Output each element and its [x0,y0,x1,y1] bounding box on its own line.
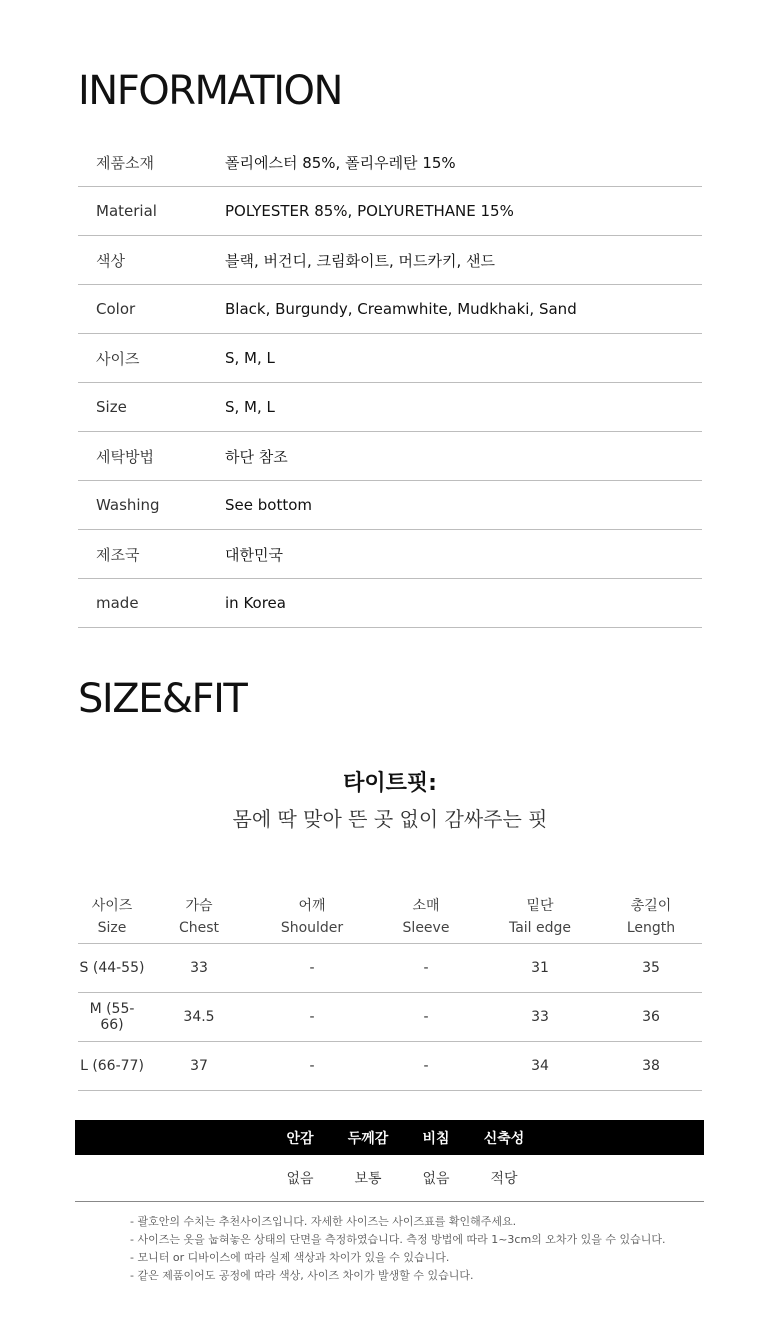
header-ko: 어깨 [298,897,326,914]
feature-value-stretch: 적당 [490,1171,518,1187]
cell-length: 36 [642,1009,660,1025]
cell-length: 35 [642,960,660,976]
info-value: Black, Burgundy, Creamwhite, Mudkhaki, Sand [225,300,577,318]
info-label: made [96,594,139,612]
cell-chest: 37 [190,1058,208,1074]
information-table [78,138,702,628]
info-value: 하단 참조 [225,447,288,466]
header-shoulder [252,895,372,939]
info-row [78,481,702,530]
note-item: - 괄호안의 수치는 추천사이즈입니다. 자세한 사이즈는 사이즈표를 확인해주세요. [130,1215,517,1228]
info-label: Washing [96,496,160,514]
info-row [78,530,702,579]
info-value: POLYESTER 85%, POLYURETHANE 15% [225,202,514,220]
info-label: 색상 [96,251,125,270]
info-row [78,432,702,481]
table-row [78,993,702,1042]
header-ko: 가슴 [185,897,213,914]
fit-type-description: 몸에 딱 맞아 뜬 곳 없이 감싸주는 핏 [232,807,548,831]
cell-size: S (44-55) [79,960,145,976]
cell-shoulder: - [309,1009,315,1025]
info-label: 사이즈 [96,349,140,368]
info-row [78,334,702,383]
cell-shoulder: - [309,960,315,976]
info-row [78,138,702,187]
feature-value-sheerness: 없음 [422,1171,450,1187]
feature-label-stretch: 신축성 [483,1130,525,1147]
info-label: Material [96,202,157,220]
table-row [78,944,702,993]
fit-type-title: 타이트핏: [343,771,437,796]
info-label: 제품소재 [96,153,154,172]
info-row [78,579,702,628]
size-fit-title: SIZE&FIT [78,676,247,722]
header-length [600,895,702,939]
cell-shoulder: - [309,1058,315,1074]
info-value: See bottom [225,496,312,514]
feature-value-lining: 없음 [286,1171,314,1187]
header-en: Sleeve [402,919,450,936]
feature-label-sheerness: 비침 [422,1130,450,1147]
header-size [78,895,146,939]
header-ko: 소매 [412,897,440,914]
information-title: INFORMATION [78,68,342,114]
feature-label-thickness: 두께감 [347,1130,389,1147]
cell-length: 38 [642,1058,660,1074]
info-row [78,187,702,236]
notes-list [130,1213,730,1285]
note-item: - 같은 제품이어도 공정에 따라 색상, 사이즈 차이가 발생할 수 있습니다. [130,1269,474,1282]
cell-size: M (55-66) [89,1001,135,1033]
fit-description-block [0,766,780,832]
info-value: S, M, L [225,349,275,367]
header-ko: 사이즈 [91,897,133,914]
note-item: - 모니터 or 디바이스에 따라 실제 색상과 차이가 있을 수 있습니다. [130,1251,450,1264]
info-row [78,285,702,334]
cell-sleeve: - [423,960,429,976]
feature-label-lining: 안감 [286,1130,314,1147]
table-row [78,1042,702,1091]
header-chest [146,895,252,939]
cell-tail-edge: 34 [531,1058,549,1074]
header-en: Tail edge [508,919,572,936]
size-table-header [78,890,702,944]
size-table [78,890,702,1091]
info-label: 세탁방법 [96,447,154,466]
info-row [78,236,702,285]
feature-value-thickness: 보통 [354,1171,382,1187]
info-value: 블랙, 버건디, 크림화이트, 머드카키, 샌드 [225,251,495,270]
header-en: Shoulder [280,919,344,936]
info-value: 폴리에스터 85%, 폴리우레탄 15% [225,153,456,172]
cell-tail-edge: 33 [531,1009,549,1025]
header-en: Chest [178,919,220,936]
cell-sleeve: - [423,1009,429,1025]
cell-chest: 33 [190,960,208,976]
cell-chest: 34.5 [183,1009,215,1025]
info-value: in Korea [225,594,286,612]
feature-header-bar [75,1120,704,1155]
header-en: Length [626,919,676,936]
note-item: - 사이즈는 옷을 눕혀놓은 상태의 단면을 측정하였습니다. 측정 방법에 따라 1~3cm의 오차가 있을 수 있습니다. [130,1233,666,1246]
info-row [78,383,702,432]
info-label: Color [96,300,136,318]
feature-values-row [75,1155,704,1202]
info-label: Size [96,398,127,416]
cell-tail-edge: 31 [531,960,549,976]
header-sleeve [372,895,480,939]
header-en: Size [97,919,127,936]
header-ko: 총길이 [630,897,672,914]
cell-size: L (66-77) [80,1058,144,1074]
cell-sleeve: - [423,1058,429,1074]
info-value: 대한민국 [225,545,283,564]
header-tail-edge [480,895,600,939]
info-label: 제조국 [96,545,140,564]
header-ko: 밑단 [526,897,554,914]
info-value: S, M, L [225,398,275,416]
